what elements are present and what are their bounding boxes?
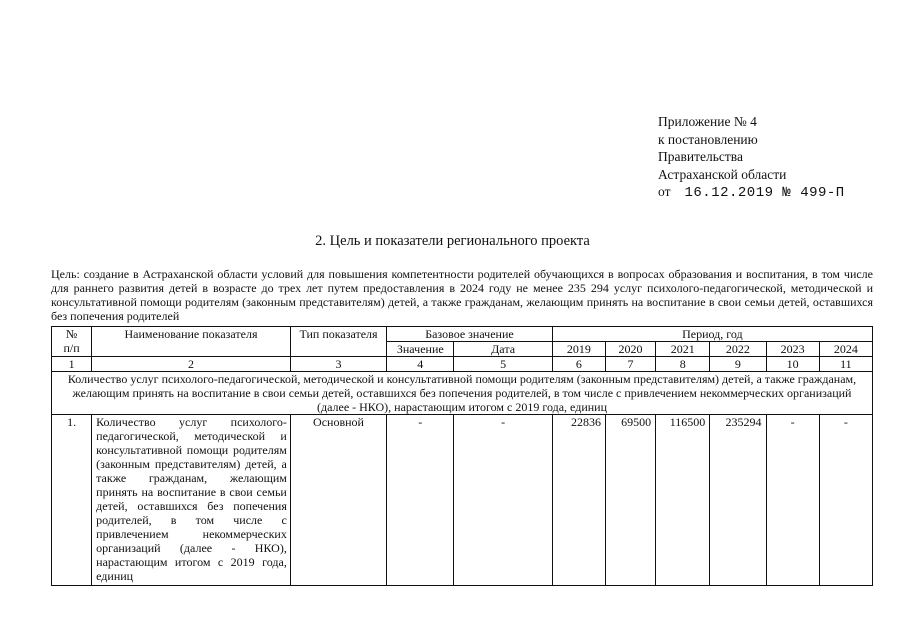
appendix-line-3: Правительства <box>658 149 743 164</box>
appendix-line-1: Приложение № 4 <box>658 114 757 129</box>
header-num-line2: п/п <box>63 341 80 355</box>
header-type: Тип показателя <box>290 327 386 357</box>
header-year: 2022 <box>710 342 766 357</box>
column-index: 2 <box>92 357 291 372</box>
appendix-from-label: от <box>658 184 671 199</box>
header-base-value: Значение <box>387 342 454 357</box>
column-index: 5 <box>454 357 552 372</box>
column-index: 7 <box>605 357 655 372</box>
header-year: 2019 <box>552 342 605 357</box>
header-row-1 <box>52 327 873 342</box>
group-title: Количество услуг психолого-педагогической, методической и консультативной помощи родителям (законным представителям) детей, а также гражданам, желающим принять на воспитание в свои семьи детей, оставшихся без попечения родителей, в том числе с привлечением некоммерческих организаций (далее - НКО), нарастающим итогом с 2019 года, единиц <box>52 372 873 415</box>
group-row <box>52 372 873 415</box>
header-year: 2020 <box>605 342 655 357</box>
row-indicator-name: Количество услуг психолого-педагогической, методической и консультативной помощи родителям (законным представителям) детей, а также гражданам, желающим принять на воспитание в свои семьи детей, оставшихся без попечения родителей, в том числе с привлечением некоммерческих организаций (далее - НКО), нарастающим итогом с 2019 года, единиц <box>92 415 291 586</box>
header-base: Базовое значение <box>387 327 553 342</box>
row-base-date: - <box>454 415 552 586</box>
header-year: 2024 <box>819 342 872 357</box>
section-title: 2. Цель и показатели регионального проекта <box>315 233 590 249</box>
goal-text: Цель: создание в Астраханской области условий для повышения компетентности родителей обучающихся в вопросах образования и воспитания, в том числе для раннего развития детей в возрасте до трех лет путем предоставления в 2024 году не менее 235 294 услуг психолого-педагогической, методической и консультативной помощи родителям (законным представителям) детей, а также гражданам, желающим принять на воспитание в свои семьи детей, оставшихся без попечения родителей <box>51 267 873 323</box>
column-index: 10 <box>766 357 819 372</box>
column-index: 6 <box>552 357 605 372</box>
row-value-2023: - <box>766 415 819 586</box>
header-period: Период, год <box>552 327 872 342</box>
column-index: 4 <box>387 357 454 372</box>
indicators-table <box>51 326 873 586</box>
header-name: Наименование показателя <box>92 327 291 357</box>
row-value-2019: 22836 <box>552 415 605 586</box>
appendix-line-2: к постановлению <box>658 131 758 147</box>
row-value-2021: 116500 <box>656 415 710 586</box>
column-index: 11 <box>819 357 872 372</box>
row-value-2024: - <box>819 415 872 586</box>
header-year: 2023 <box>766 342 819 357</box>
header-year: 2021 <box>656 342 710 357</box>
header-num <box>52 327 92 357</box>
appendix-line-4: Астраханской области <box>658 166 787 182</box>
appendix-block <box>658 113 845 203</box>
header-base-date: Дата <box>454 342 552 357</box>
table-row <box>52 415 873 586</box>
appendix-date-line <box>658 183 845 203</box>
column-index: 1 <box>52 357 92 372</box>
row-value-2022: 235294 <box>710 415 766 586</box>
column-index: 8 <box>656 357 710 372</box>
row-value-2020: 69500 <box>605 415 655 586</box>
column-index: 9 <box>710 357 766 372</box>
row-base-value: - <box>387 415 454 586</box>
column-index-row <box>52 357 873 372</box>
row-indicator-type: Основной <box>290 415 386 586</box>
row-num: 1. <box>52 415 92 586</box>
header-num-line1: № <box>65 327 78 341</box>
column-index: 3 <box>290 357 386 372</box>
appendix-number: 16.12.2019 № 499-П <box>684 185 845 201</box>
